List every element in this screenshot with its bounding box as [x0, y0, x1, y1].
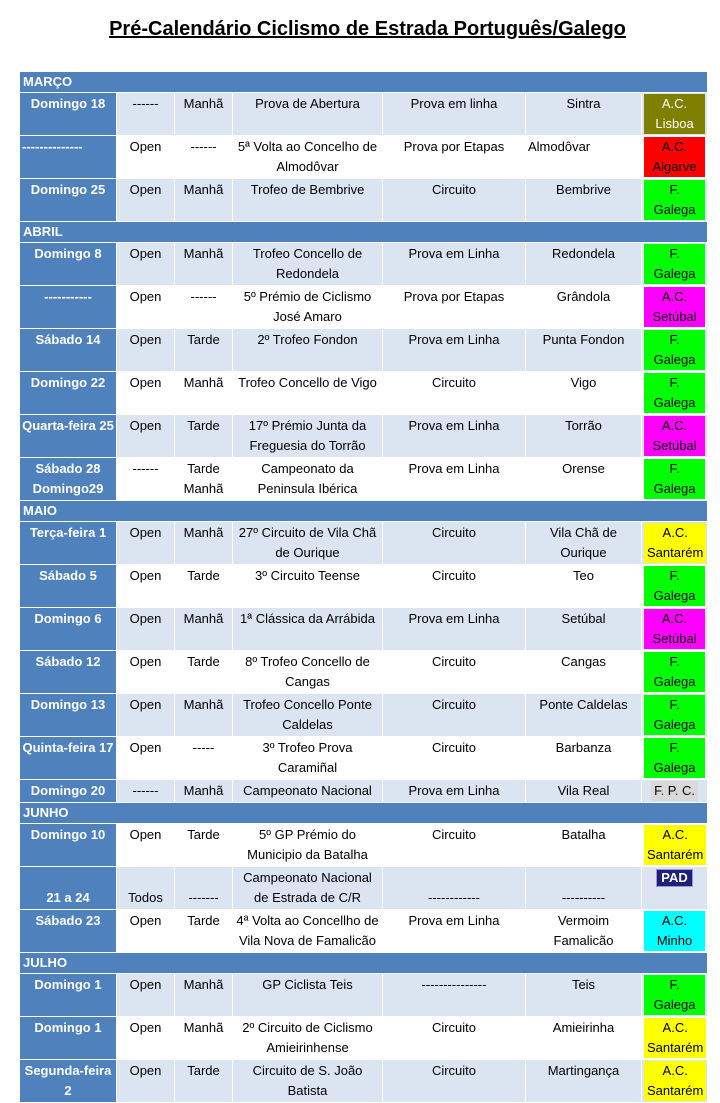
race-cell: Campeonato da Peninsula Ibérica [233, 458, 383, 501]
table-row [20, 286, 708, 329]
category-cell: Open [117, 608, 175, 651]
table-row [20, 243, 708, 286]
period-line: Tarde [187, 461, 220, 476]
race-cell: 4ª Volta ao Concellho de Vila Nova de Famalicão [233, 910, 383, 953]
type-cell: Circuito [383, 694, 526, 737]
organizer-cell [642, 608, 708, 651]
category-cell: Open [117, 737, 175, 780]
type-cell: Prova por Etapas [383, 286, 526, 329]
category-cell: Open [117, 910, 175, 953]
organizer-badge: A.C. Algarve [644, 137, 705, 177]
organizer-badge: F. Galega [644, 975, 705, 1015]
organizer-cell [642, 93, 708, 136]
organizer-badge: A.C. Setúbal [644, 287, 705, 327]
category-cell: ------ [117, 458, 175, 501]
period-cell: Tarde [175, 1060, 233, 1103]
organizer-cell [642, 286, 708, 329]
organizer-cell [642, 136, 708, 179]
month-row-junho [20, 803, 708, 824]
place-cell: Batalha [526, 824, 642, 867]
race-cell: Circuito de S. João Batista [233, 1060, 383, 1103]
category-cell: Open [117, 1017, 175, 1060]
category-cell: Open [117, 651, 175, 694]
place-cell: Almodôvar [526, 136, 642, 179]
organizer-badge: F. Galega [644, 330, 705, 370]
type-cell: --------------- [383, 974, 526, 1017]
date-cell: Domingo 22 [20, 372, 117, 415]
period-line: Manhã [183, 481, 224, 496]
organizer-badge: F. Galega [644, 566, 705, 606]
table-row [20, 824, 708, 867]
period-cell: Manhã [175, 780, 233, 803]
table-row [20, 651, 708, 694]
period-cell: ------- [175, 867, 233, 910]
month-label: MARÇO [20, 72, 708, 93]
period-cell: Tarde [175, 415, 233, 458]
category-cell: ------ [117, 780, 175, 803]
type-cell: Circuito [383, 522, 526, 565]
period-cell: ------ [175, 136, 233, 179]
date-cell: Segunda-feira 2 [20, 1060, 117, 1103]
race-cell: 5ª Volta ao Concelho de Almodôvar [233, 136, 383, 179]
place-cell: Setúbal [526, 608, 642, 651]
type-cell: Circuito [383, 1060, 526, 1103]
type-cell: Prova por Etapas [383, 136, 526, 179]
type-cell: ------------ [383, 867, 526, 910]
period-cell: Manhã [175, 974, 233, 1017]
page-title: Pré-Calendário Ciclismo de Estrada Português/Galego [109, 18, 626, 40]
race-cell: Campeonato Nacional de Estrada de C/R [233, 867, 383, 910]
date-cell: Domingo 20 [20, 780, 117, 803]
category-cell: Open [117, 372, 175, 415]
period-cell: Manhã [175, 372, 233, 415]
organizer-cell [642, 243, 708, 286]
organizer-cell [642, 780, 708, 803]
organizer-cell [642, 179, 708, 222]
date-cell: Sábado 5 [20, 565, 117, 608]
date-cell: 21 a 24 [20, 867, 117, 910]
period-cell: Tarde [175, 910, 233, 953]
table-row [20, 565, 708, 608]
date-cell: Quinta-feira 17 [20, 737, 117, 780]
table-row [20, 329, 708, 372]
date-cell: Domingo 8 [20, 243, 117, 286]
table-row [20, 372, 708, 415]
month-label: MAIO [20, 501, 708, 522]
type-cell: Prova em linha [383, 93, 526, 136]
race-cell: Prova de Abertura [233, 93, 383, 136]
month-row-abril [20, 222, 708, 243]
date-cell: Sábado 23 [20, 910, 117, 953]
organizer-cell [642, 824, 708, 867]
race-cell: Trofeo Concello de Redondela [233, 243, 383, 286]
date-cell: Domingo 13 [20, 694, 117, 737]
organizer-badge: A.C. Santarém [644, 825, 706, 865]
organizer-badge: A.C. Setúbal [644, 609, 705, 649]
month-label: JULHO [20, 953, 708, 974]
date-cell: Domingo 6 [20, 608, 117, 651]
table-row [20, 415, 708, 458]
place-cell: Ponte Caldelas [526, 694, 642, 737]
place-cell: Vermoim Famalicão [526, 910, 642, 953]
period-cell: Tarde [175, 565, 233, 608]
type-cell: Circuito [383, 372, 526, 415]
category-cell: Open [117, 1060, 175, 1103]
month-row-julho [20, 953, 708, 974]
organizer-cell [642, 1017, 708, 1060]
place-cell: Orense [526, 458, 642, 501]
organizer-cell [642, 910, 708, 953]
organizer-badge: F. Galega [644, 738, 705, 778]
month-label: JUNHO [20, 803, 708, 824]
race-cell: 17º Prémio Junta da Freguesia do Torrão [233, 415, 383, 458]
type-cell: Prova em Linha [383, 329, 526, 372]
type-cell: Prova em Linha [383, 243, 526, 286]
date-cell: Sábado 12 [20, 651, 117, 694]
period-cell: Manhã [175, 179, 233, 222]
organizer-cell [642, 737, 708, 780]
category-cell: Todos [117, 867, 175, 910]
month-row-maio [20, 501, 708, 522]
date-cell: Domingo 1 [20, 1017, 117, 1060]
race-cell: 2º Circuito de Ciclismo Amieirinhense [233, 1017, 383, 1060]
organizer-cell [642, 1060, 708, 1103]
place-cell: Teo [526, 565, 642, 608]
date-cell: Domingo 25 [20, 179, 117, 222]
period-cell: Tarde [175, 651, 233, 694]
table-row [20, 1017, 708, 1060]
race-cell: 27º Circuito de Vila Chã de Ourique [233, 522, 383, 565]
table-row [20, 179, 708, 222]
table-row [20, 737, 708, 780]
place-cell: Bembrive [526, 179, 642, 222]
type-cell: Prova em Linha [383, 458, 526, 501]
organizer-badge: F. Galega [644, 459, 705, 499]
type-cell: Circuito [383, 1017, 526, 1060]
period-cell: Manhã [175, 1017, 233, 1060]
organizer-badge: F. Galega [644, 373, 705, 413]
race-cell: 5º Prémio de Ciclismo José Amaro [233, 286, 383, 329]
date-line: Domingo29 [32, 481, 104, 496]
category-cell: Open [117, 179, 175, 222]
place-cell: Grândola [526, 286, 642, 329]
month-row-marco [20, 72, 708, 93]
pad-logo: PAD [656, 869, 692, 887]
organizer-badge: A.C. Lisboa [644, 94, 705, 134]
organizer-cell [642, 329, 708, 372]
type-cell: Circuito [383, 651, 526, 694]
calendar-table [20, 72, 708, 1103]
type-cell: Prova em Linha [383, 910, 526, 953]
organizer-badge: A.C. Minho [644, 911, 705, 951]
table-row [20, 93, 708, 136]
table-row [20, 867, 708, 910]
organizer-cell [642, 372, 708, 415]
category-cell: Open [117, 243, 175, 286]
table-row [20, 136, 708, 179]
place-cell: Punta Fondon [526, 329, 642, 372]
category-cell: Open [117, 329, 175, 372]
place-cell: Sintra [526, 93, 642, 136]
date-cell: Domingo 18 [20, 93, 117, 136]
race-cell: 3º Trofeo Prova Caramiñal [233, 737, 383, 780]
race-cell: Trofeo de Bembrive [233, 179, 383, 222]
place-cell: Amieirinha [526, 1017, 642, 1060]
category-cell: Open [117, 694, 175, 737]
organizer-badge: A.C. Santarém [644, 1018, 706, 1058]
date-cell: -------------- [20, 136, 117, 179]
organizer-badge: F. Galega [644, 652, 705, 692]
date-cell: Quarta-feira 25 [20, 415, 117, 458]
period-cell: Manhã [175, 243, 233, 286]
category-cell: Open [117, 974, 175, 1017]
period-cell: ------ [175, 286, 233, 329]
table-row [20, 458, 708, 501]
race-cell: 3º Circuito Teense [233, 565, 383, 608]
table-row [20, 1060, 708, 1103]
category-cell: Open [117, 565, 175, 608]
period-cell: Tarde [175, 824, 233, 867]
type-cell: Prova em Linha [383, 415, 526, 458]
race-cell: Trofeo Concello Ponte Caldelas [233, 694, 383, 737]
race-cell: 5º GP Prémio do Municipio da Batalha [233, 824, 383, 867]
organizer-cell [642, 867, 708, 910]
place-cell: Torrão [526, 415, 642, 458]
table-row [20, 780, 708, 803]
period-cell: Tarde [175, 329, 233, 372]
place-cell: ---------- [526, 867, 642, 910]
organizer-cell [642, 415, 708, 458]
type-cell: Prova em Linha [383, 780, 526, 803]
date-cell: Sábado 14 [20, 329, 117, 372]
date-cell: Terça-feira 1 [20, 522, 117, 565]
date-line: Sábado 28 [35, 461, 101, 476]
organizer-badge: F. P. C. [651, 781, 698, 801]
category-cell: Open [117, 415, 175, 458]
period-cell: ----- [175, 737, 233, 780]
place-cell: Barbanza [526, 737, 642, 780]
category-cell: Open [117, 286, 175, 329]
organizer-badge: F. Galega [644, 695, 705, 735]
date-cell: Domingo 10 [20, 824, 117, 867]
organizer-cell [642, 458, 708, 501]
organizer-cell [642, 522, 708, 565]
race-cell: 2º Trofeo Fondon [233, 329, 383, 372]
place-cell: Teis [526, 974, 642, 1017]
organizer-badge: F. Galega [644, 244, 705, 284]
place-cell: Martingança [526, 1060, 642, 1103]
place-cell: Vigo [526, 372, 642, 415]
place-cell: Vila Chã de Ourique [526, 522, 642, 565]
period-cell [175, 458, 233, 501]
organizer-badge: A.C. Santarém [644, 523, 706, 563]
place-cell: Cangas [526, 651, 642, 694]
month-label: ABRIL [20, 222, 708, 243]
organizer-cell [642, 694, 708, 737]
organizer-badge: A.C. Santarém [644, 1061, 706, 1101]
organizer-cell [642, 974, 708, 1017]
race-cell: 8º Trofeo Concello de Cangas [233, 651, 383, 694]
period-cell: Manhã [175, 93, 233, 136]
race-cell: Campeonato Nacional [233, 780, 383, 803]
period-cell: Manhã [175, 522, 233, 565]
race-cell: GP Ciclista Teis [233, 974, 383, 1017]
organizer-cell [642, 565, 708, 608]
category-cell: ------ [117, 93, 175, 136]
table-row [20, 522, 708, 565]
type-cell: Circuito [383, 737, 526, 780]
table-row [20, 974, 708, 1017]
date-cell: Domingo 1 [20, 974, 117, 1017]
race-cell: Trofeo Concello de Vigo [233, 372, 383, 415]
table-row [20, 608, 708, 651]
category-cell: Open [117, 136, 175, 179]
organizer-badge: F. Galega [644, 180, 705, 220]
place-cell: Redondela [526, 243, 642, 286]
type-cell: Circuito [383, 824, 526, 867]
category-cell: Open [117, 824, 175, 867]
table-row [20, 694, 708, 737]
date-cell: ----------- [20, 286, 117, 329]
type-cell: Circuito [383, 179, 526, 222]
organizer-cell [642, 651, 708, 694]
table-row [20, 910, 708, 953]
organizer-badge: A.C. Setúbal [644, 416, 705, 456]
race-cell: 1ª Clássica da Arrábida [233, 608, 383, 651]
place-cell: Vila Real [526, 780, 642, 803]
type-cell: Circuito [383, 565, 526, 608]
category-cell: Open [117, 522, 175, 565]
period-cell: Manhã [175, 608, 233, 651]
type-cell: Prova em Linha [383, 608, 526, 651]
period-cell: Manhã [175, 694, 233, 737]
date-cell [20, 458, 117, 501]
